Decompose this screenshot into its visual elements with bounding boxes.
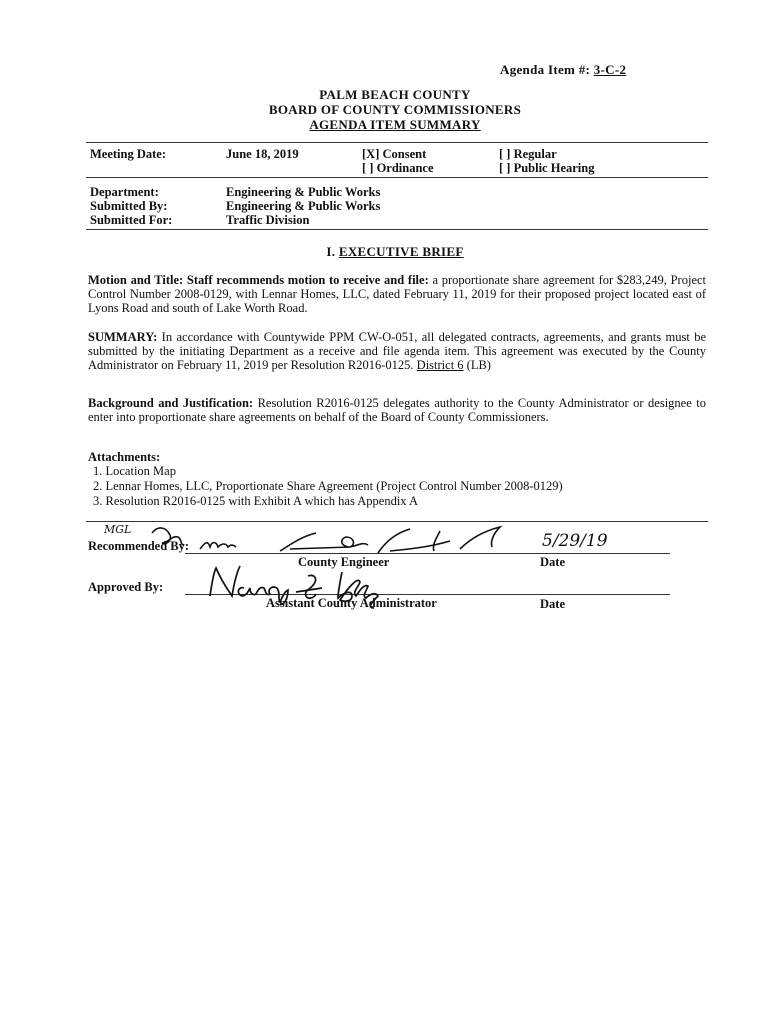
- department-label: Department:: [90, 185, 159, 199]
- summary-paragraph: [88, 330, 706, 373]
- ordinance-checkbox: [ ] Ordinance: [362, 161, 434, 175]
- recommended-date-label: Date: [540, 555, 565, 569]
- section-number: I.: [326, 244, 336, 259]
- approved-signature-image: [196, 562, 436, 612]
- background-paragraph: [88, 396, 706, 424]
- submitted-by-label: Submitted By:: [90, 199, 168, 213]
- department-value: Engineering & Public Works: [226, 185, 381, 199]
- board-name: BOARD OF COUNTY COMMISSIONERS: [268, 102, 522, 117]
- county-engineer-title: County Engineer: [298, 555, 390, 569]
- header-divider: [86, 142, 708, 143]
- public-hearing-checkbox: [ ] Public Hearing: [499, 161, 595, 175]
- summary-title: AGENDA ITEM SUMMARY: [309, 117, 481, 132]
- recommended-signature-image: [140, 523, 530, 559]
- approved-date-label: Date: [540, 597, 565, 611]
- attachments-label: Attachments:: [88, 450, 161, 464]
- consent-checkbox: [X] Consent: [362, 147, 427, 161]
- section-title: EXECUTIVE BRIEF: [338, 244, 464, 259]
- meeting-divider: [86, 177, 708, 178]
- summary-text: In accordance with Countywide PPM CW-O-051, all delegated contracts, agreements, and grants must be submitted by the initiating Department as a receive and file agenda item. This agreement was executed by the County Administrator on February 11, 2019 per Resolution R2016-0125.: [88, 330, 707, 373]
- motion-text: a proportionate share agreement for $283,249, Project Control Number 2008-0129, with Lennar Homes, LLC, dated February 11, 2019 for their proposed project located east of Lyons Road and south of Lake Worth Road.: [88, 273, 707, 316]
- background-text: Resolution R2016-0125 delegates authority to the County Administrator or designee to enter into proportionate share agreements on behalf of the Board of County Commissioners.: [88, 396, 707, 425]
- department-divider: [86, 229, 708, 230]
- regular-checkbox: [ ] Regular: [499, 147, 557, 161]
- county-name: PALM BEACH COUNTY: [319, 87, 471, 102]
- motion-paragraph: [88, 273, 706, 316]
- section-heading: [0, 244, 770, 260]
- meeting-date-value: June 18, 2019: [226, 147, 299, 161]
- attachment-item-1: 1. Location Map: [93, 464, 176, 478]
- summary-label: SUMMARY:: [88, 330, 158, 344]
- recommended-date-value: 5/29/19: [542, 531, 608, 551]
- attachment-item-2: 2. Lennar Homes, LLC, Proportionate Share Agreement (Project Control Number 2008-0129): [93, 479, 563, 493]
- attachments-divider: [86, 521, 708, 522]
- attachment-item-3: 3. Resolution R2016-0125 with Exhibit A which has Appendix A: [93, 494, 418, 508]
- submitted-for-label: Submitted For:: [90, 213, 173, 227]
- summary-district: District 6: [416, 358, 464, 373]
- submitted-by-value: Engineering & Public Works: [226, 199, 381, 213]
- approved-by-label: Approved By:: [88, 580, 164, 594]
- submitted-for-value: Traffic Division: [226, 213, 310, 227]
- assistant-administrator-title: Assistant County Administrator: [266, 596, 437, 610]
- motion-label: Motion and Title: Staff recommends motion to receive and file:: [88, 273, 429, 287]
- background-label: Background and Justification:: [88, 396, 254, 410]
- agenda-item-number: 3-C-2: [593, 62, 627, 77]
- agenda-item-label: Agenda Item #:: [500, 62, 591, 77]
- summary-initials: (LB): [466, 358, 491, 373]
- agenda-item-line: [500, 62, 626, 78]
- handwritten-initials: MGL: [104, 523, 132, 536]
- meeting-date-label: Meeting Date:: [90, 147, 167, 161]
- recommended-by-label: Recommended By:: [88, 539, 190, 553]
